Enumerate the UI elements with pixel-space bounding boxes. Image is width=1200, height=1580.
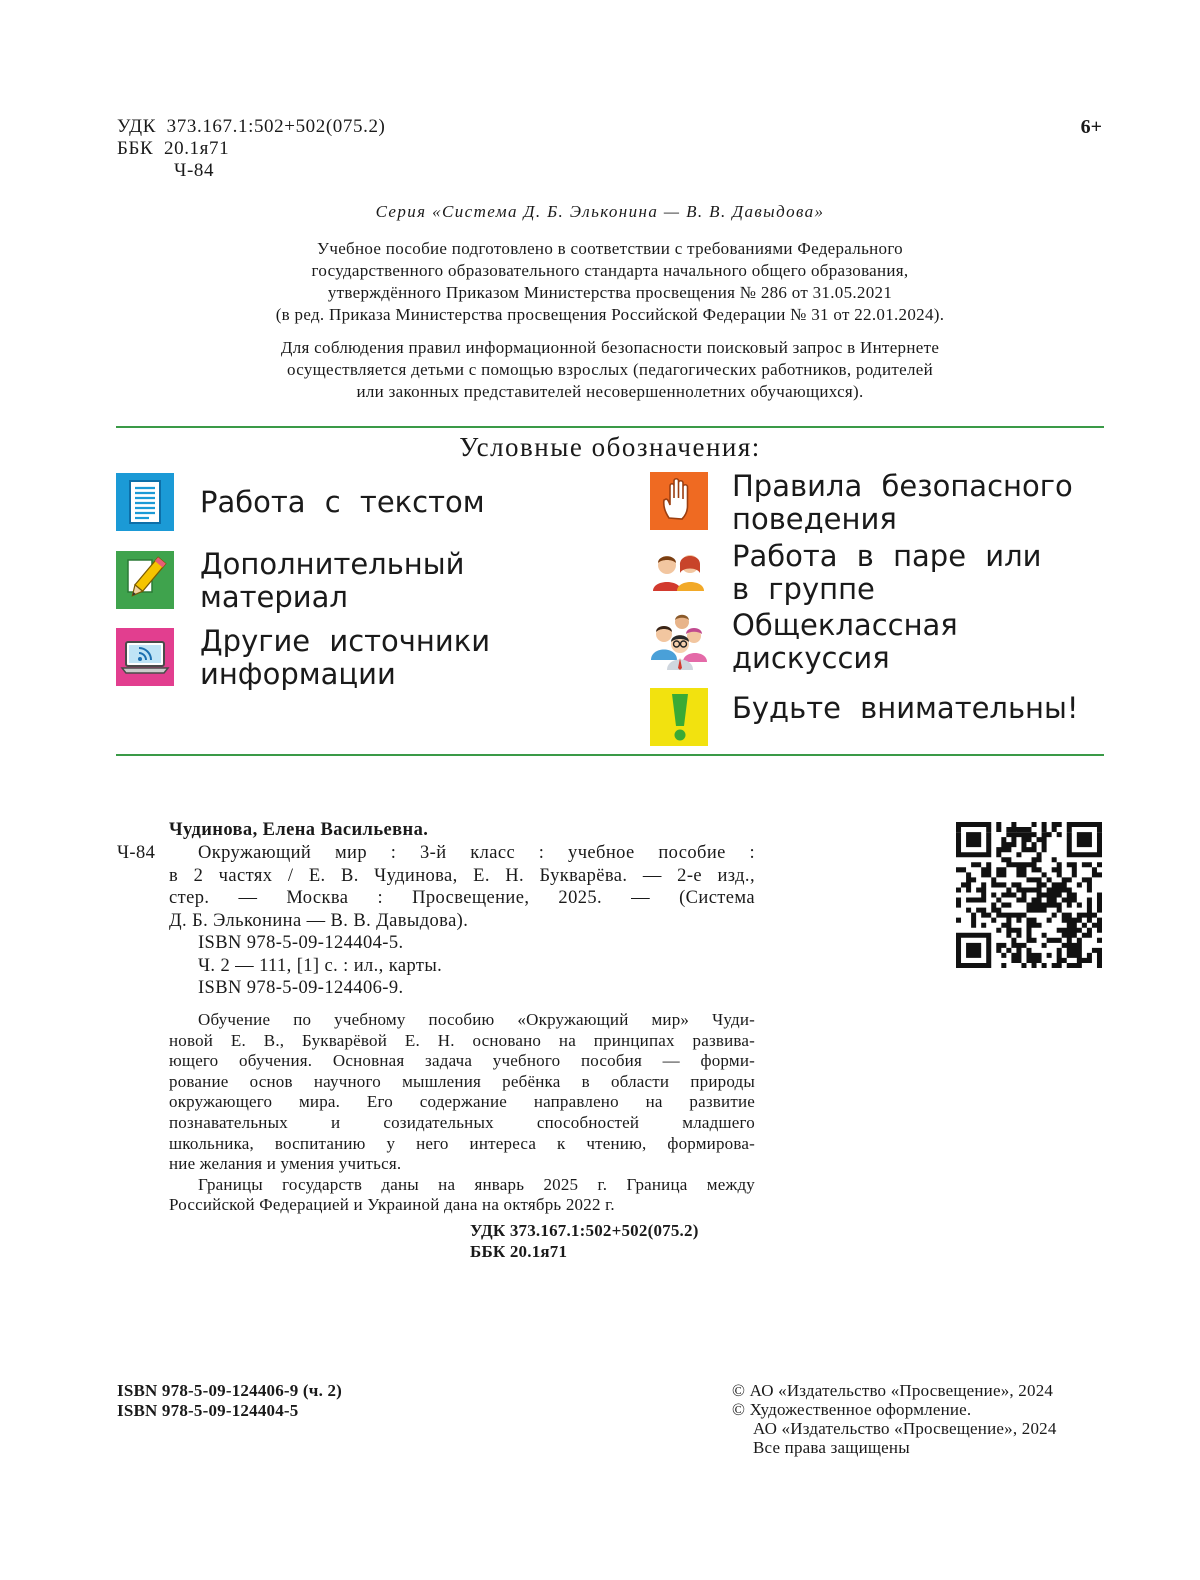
exclamation-icon bbox=[650, 688, 708, 746]
bib-isbn-full: ISBN 978-5-09-124404-5. bbox=[198, 933, 404, 953]
abstract-line: Обучение по учебному пособию «Окружающий мир» Чуди- bbox=[198, 1010, 755, 1029]
notice-line: или законных представителей несовершеннолетних обучающихся). bbox=[356, 382, 864, 401]
laptop-rss-icon bbox=[116, 628, 174, 686]
footer-isbn bbox=[117, 1381, 342, 1420]
legend-label: Работа с текстом bbox=[200, 485, 485, 519]
age-rating: 6+ bbox=[1080, 116, 1102, 138]
notice-line: государственного образовательного стандарта начального общего образования, bbox=[311, 261, 909, 280]
copyright-line: Все права защищены bbox=[753, 1438, 910, 1457]
footer-isbn-part: ISBN 978-5-09-124406-9 (ч. 2) bbox=[117, 1381, 343, 1400]
legend-label: дискуссия bbox=[732, 641, 890, 675]
udk-value: 373.167.1:502+502(075.2) bbox=[166, 116, 386, 137]
copyright-line: АО «Издательство «Просвещение», 2024 bbox=[753, 1419, 1057, 1438]
bib-bbk-line: ББК 20.1я71 bbox=[470, 1241, 568, 1261]
qr-code[interactable] bbox=[956, 822, 1102, 968]
bib-record-line: Окружающий мир : 3-й класс : учебное пособие : bbox=[198, 843, 755, 863]
legend-item-other-sources bbox=[200, 625, 490, 691]
legend-label: Правила безопасного bbox=[732, 469, 1073, 503]
borders-line: Российской Федерацией и Украиной дана на октябрь 2022 г. bbox=[169, 1195, 615, 1215]
document-text-icon bbox=[116, 473, 174, 531]
legend-label: поведения bbox=[732, 502, 897, 536]
bib-part-info: Ч. 2 — 111, [1] с. : ил., карты. bbox=[198, 955, 443, 976]
legend-title: Условные обозначения: bbox=[459, 432, 761, 462]
group-discussion-icon bbox=[650, 612, 708, 670]
abstract-line: новой Е. В., Букварёвой Е. Н. основано на принципах развива- bbox=[169, 1030, 755, 1050]
legend-label: Работа в паре или bbox=[732, 539, 1042, 573]
safety-notice bbox=[120, 337, 1100, 403]
footer-isbn-total: ISBN 978-5-09-124404-5 bbox=[117, 1401, 299, 1420]
abstract-line: познавательных и созидательных способностей младшего bbox=[169, 1112, 755, 1132]
legend-item-extra-material bbox=[200, 548, 465, 614]
abstract-line: ние желания и умения учиться. bbox=[169, 1154, 402, 1174]
udk-label: УДК bbox=[117, 116, 156, 137]
legend-label: Дополнительный bbox=[200, 547, 465, 581]
pair-people-icon bbox=[650, 545, 708, 603]
notice-line: (в ред. Приказа Министерства просвещения Российской Федерации № 31 от 22.01.2024). bbox=[275, 305, 945, 324]
legend-label: Другие источники bbox=[200, 624, 491, 658]
borders-line: Границы государств даны на январь 2025 г. Граница между bbox=[198, 1174, 755, 1194]
abstract-line: ющего обучения. Основная задача учебного пособия — форми- bbox=[169, 1051, 755, 1071]
bib-abstract bbox=[169, 1010, 755, 1216]
legend-top-rule bbox=[116, 426, 1104, 428]
stop-hand-icon bbox=[650, 472, 708, 530]
notice-line: Для соблюдения правил информационной безопасности поисковый запрос в Интернете bbox=[280, 338, 940, 357]
bib-mark: Ч-84 bbox=[117, 843, 156, 863]
qr-code-graphic bbox=[956, 822, 1102, 968]
abstract-line: школьника, воспитанию у него интереса к чтению, формирова- bbox=[169, 1133, 755, 1153]
bib-isbn-part: ISBN 978-5-09-124406-9. bbox=[198, 978, 404, 998]
bbk-value: 20.1я71 bbox=[164, 138, 230, 159]
bib-record-line: Д. Б. Эльконина — В. В. Давыдова). bbox=[169, 910, 469, 931]
legend-item-attention bbox=[732, 692, 1079, 725]
notice-line: Учебное пособие подготовлено в соответствии с требованиями Федерального bbox=[317, 239, 903, 258]
abstract-line: рование основ научного мышления ребёнка в области природы bbox=[169, 1071, 755, 1091]
bbk-line bbox=[117, 138, 229, 160]
footer-copyright bbox=[732, 1381, 1057, 1457]
bib-author: Чудинова, Елена Васильевна. bbox=[169, 820, 429, 840]
legend-bottom-rule bbox=[116, 754, 1104, 756]
legend-item-safety-rules bbox=[732, 470, 1073, 536]
legend-label: в группе bbox=[732, 572, 875, 606]
notice-line: осуществляется детьми с помощью взрослых (педагогических работников, родителей bbox=[287, 360, 933, 379]
legend-label: информации bbox=[200, 657, 396, 691]
legend-item-class-discussion bbox=[732, 609, 958, 675]
bbk-label: ББК bbox=[117, 138, 154, 159]
copyright-line: © Художественное оформление. bbox=[732, 1400, 972, 1419]
bib-record-line: стер. — Москва : Просвещение, 2025. — (Система bbox=[169, 888, 755, 908]
bib-udk bbox=[470, 1221, 699, 1262]
udk-line bbox=[117, 116, 385, 138]
qr-modules bbox=[956, 822, 1102, 968]
author-mark: Ч-84 bbox=[174, 160, 215, 181]
bib-record bbox=[169, 842, 755, 1000]
legend-item-pair-work bbox=[732, 540, 1042, 606]
pencil-icon bbox=[116, 551, 174, 609]
legend-item-text-work bbox=[200, 486, 485, 519]
legend-label: Будьте внимательны! bbox=[732, 691, 1079, 725]
bib-udk-line: УДК 373.167.1:502+502(075.2) bbox=[470, 1221, 699, 1240]
bib-record-line: в 2 частях / Е. В. Чудинова, Е. Н. Букварёва. — 2-е изд., bbox=[169, 865, 755, 886]
legend-label: Общеклассная bbox=[732, 608, 958, 642]
legend-label: материал bbox=[200, 580, 348, 614]
notice-line: утверждённого Приказом Министерства просвещения № 286 от 31.05.2021 bbox=[327, 283, 893, 302]
copyright-line: © АО «Издательство «Просвещение», 2024 bbox=[732, 1381, 1054, 1400]
standard-notice bbox=[120, 238, 1100, 326]
abstract-line: окружающего мира. Его содержание направлено на развитие bbox=[169, 1092, 755, 1112]
series-title: Серия «Система Д. Б. Эльконина — В. В. Давыдова» bbox=[375, 202, 825, 221]
